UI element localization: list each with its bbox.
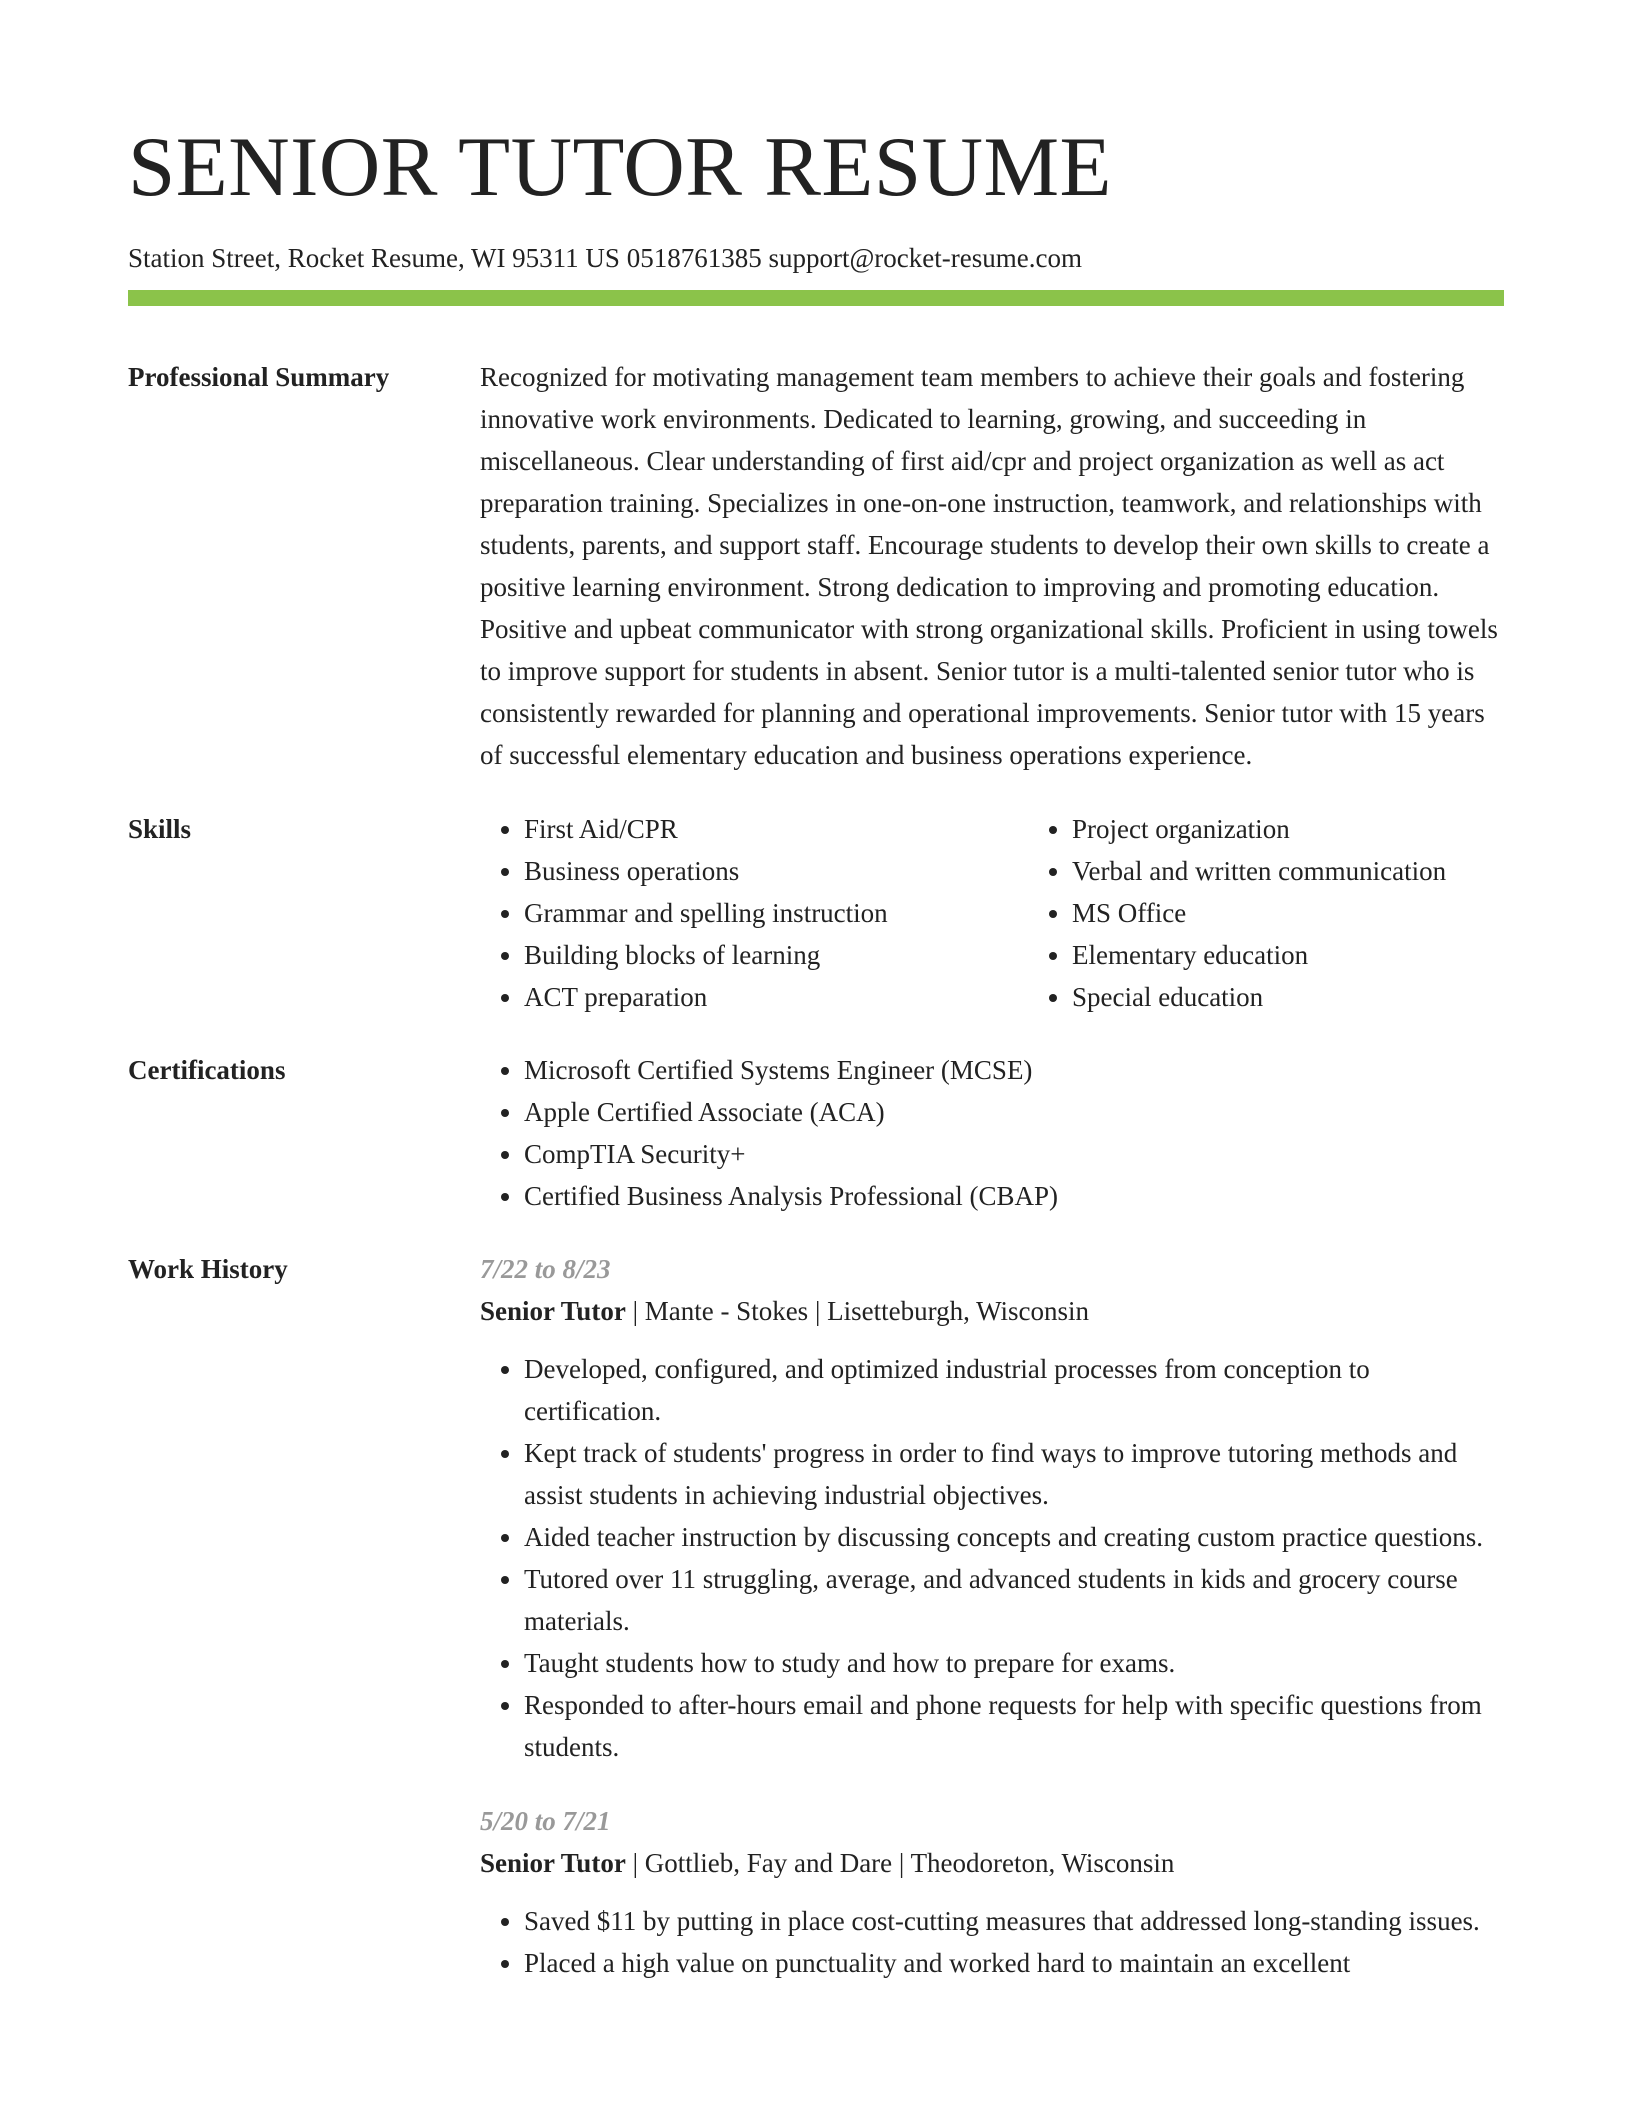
certifications-body <box>480 1049 1504 1217</box>
skill-item: • Verbal and written communication <box>1072 850 1576 892</box>
contact-line: Station Street, Rocket Resume, WI 95311 US 0518761385 support@rocket-resume.com <box>128 243 1082 273</box>
certification-item: • Certified Business Analysis Professional (CBAP) <box>524 1175 1504 1217</box>
skills-columns <box>480 808 1576 1018</box>
skill-item: • Building blocks of learning <box>524 934 1028 976</box>
section-label-summary: Professional Summary <box>128 362 390 392</box>
summary-section <box>128 356 1504 776</box>
skill-item: • Elementary education <box>1072 934 1576 976</box>
job-title: Senior Tutor <box>480 1296 626 1326</box>
skill-item: • Business operations <box>524 850 1028 892</box>
certification-item: • Apple Certified Associate (ACA) <box>524 1091 1504 1133</box>
job-dates: 5/20 to 7/21 <box>480 1806 611 1836</box>
work-history-body <box>480 1248 1504 1984</box>
skills-list-left <box>480 808 1028 1018</box>
resume-page <box>128 0 1504 1984</box>
job-details: | Gottlieb, Fay and Dare | Theodoreton, Wisconsin <box>625 1848 1175 1878</box>
section-label-work-history: Work History <box>128 1254 288 1284</box>
job-bullet: • Aided teacher instruction by discussing concepts and creating custom practice questions. <box>524 1516 1504 1558</box>
job-bullet: • Developed, configured, and optimized industrial processes from conception to certification. <box>524 1348 1504 1432</box>
job-title: Senior Tutor <box>480 1848 626 1878</box>
job-bullets <box>480 1900 1504 1984</box>
job-bullet: • Taught students how to study and how to prepare for exams. <box>524 1642 1504 1684</box>
job-dates: 7/22 to 8/23 <box>480 1254 611 1284</box>
job-title-line <box>480 1290 1504 1332</box>
work-history-section <box>128 1248 1504 1984</box>
skill-item: • Project organization <box>1072 808 1576 850</box>
job-bullets <box>480 1348 1504 1768</box>
job-bullet: • Placed a high value on punctuality and worked hard to maintain an excellent <box>524 1942 1504 1984</box>
job-entry <box>480 1800 1504 1984</box>
skills-body <box>480 808 1576 1018</box>
job-bullet: • Responded to after-hours email and phone requests for help with specific questions from students. <box>524 1684 1504 1768</box>
job-bullet: • Tutored over 11 struggling, average, and advanced students in kids and grocery course materials. <box>524 1558 1504 1642</box>
skills-section <box>128 808 1504 1018</box>
certification-item: • CompTIA Security+ <box>524 1133 1504 1175</box>
resume-title: SENIOR TUTOR RESUME <box>128 120 1112 214</box>
job-details: | Mante - Stokes | Lisetteburgh, Wisconsin <box>625 1296 1089 1326</box>
job-bullet: • Saved $11 by putting in place cost-cutting measures that addressed long-standing issues. <box>524 1900 1504 1942</box>
job-bullet: • Kept track of students' progress in order to find ways to improve tutoring methods and assist students in achieving industrial objectives. <box>524 1432 1504 1516</box>
skill-item: • MS Office <box>1072 892 1576 934</box>
skill-item: • ACT preparation <box>524 976 1028 1018</box>
certification-item: • Microsoft Certified Systems Engineer (MCSE) <box>524 1049 1504 1091</box>
certifications-list <box>480 1049 1504 1217</box>
section-label-skills: Skills <box>128 814 192 844</box>
job-title-line <box>480 1842 1504 1884</box>
section-label-certifications: Certifications <box>128 1055 286 1085</box>
skill-item: • Special education <box>1072 976 1576 1018</box>
summary-text: Recognized for motivating management team members to achieve their goals and fostering innovative work environments. Dedicated to learning, growing, and succeeding in miscellaneous. Clear understanding of first aid/cpr and project organization as well as act preparation training. Specializes in one-on-one instruction, teamwork, and relationships with students, parents, and support staff. Encourage students to develop their own skills to create a positive learning environment. Strong dedication to improving and promoting education. Positive and upbeat communicator with strong organizational skills. Proficient in using towels to improve support for students in absent. Senior tutor is a multi-talented senior tutor who is consistently rewarded for planning and operational improvements. Senior tutor with 15 years of successful elementary education and business operations experience. <box>480 362 1498 770</box>
skill-item: • Grammar and spelling instruction <box>524 892 1028 934</box>
certifications-section <box>128 1049 1504 1217</box>
job-entry <box>480 1248 1504 1768</box>
skill-item: • First Aid/CPR <box>524 808 1028 850</box>
skills-list-right <box>1028 808 1576 1018</box>
accent-divider <box>128 290 1504 306</box>
